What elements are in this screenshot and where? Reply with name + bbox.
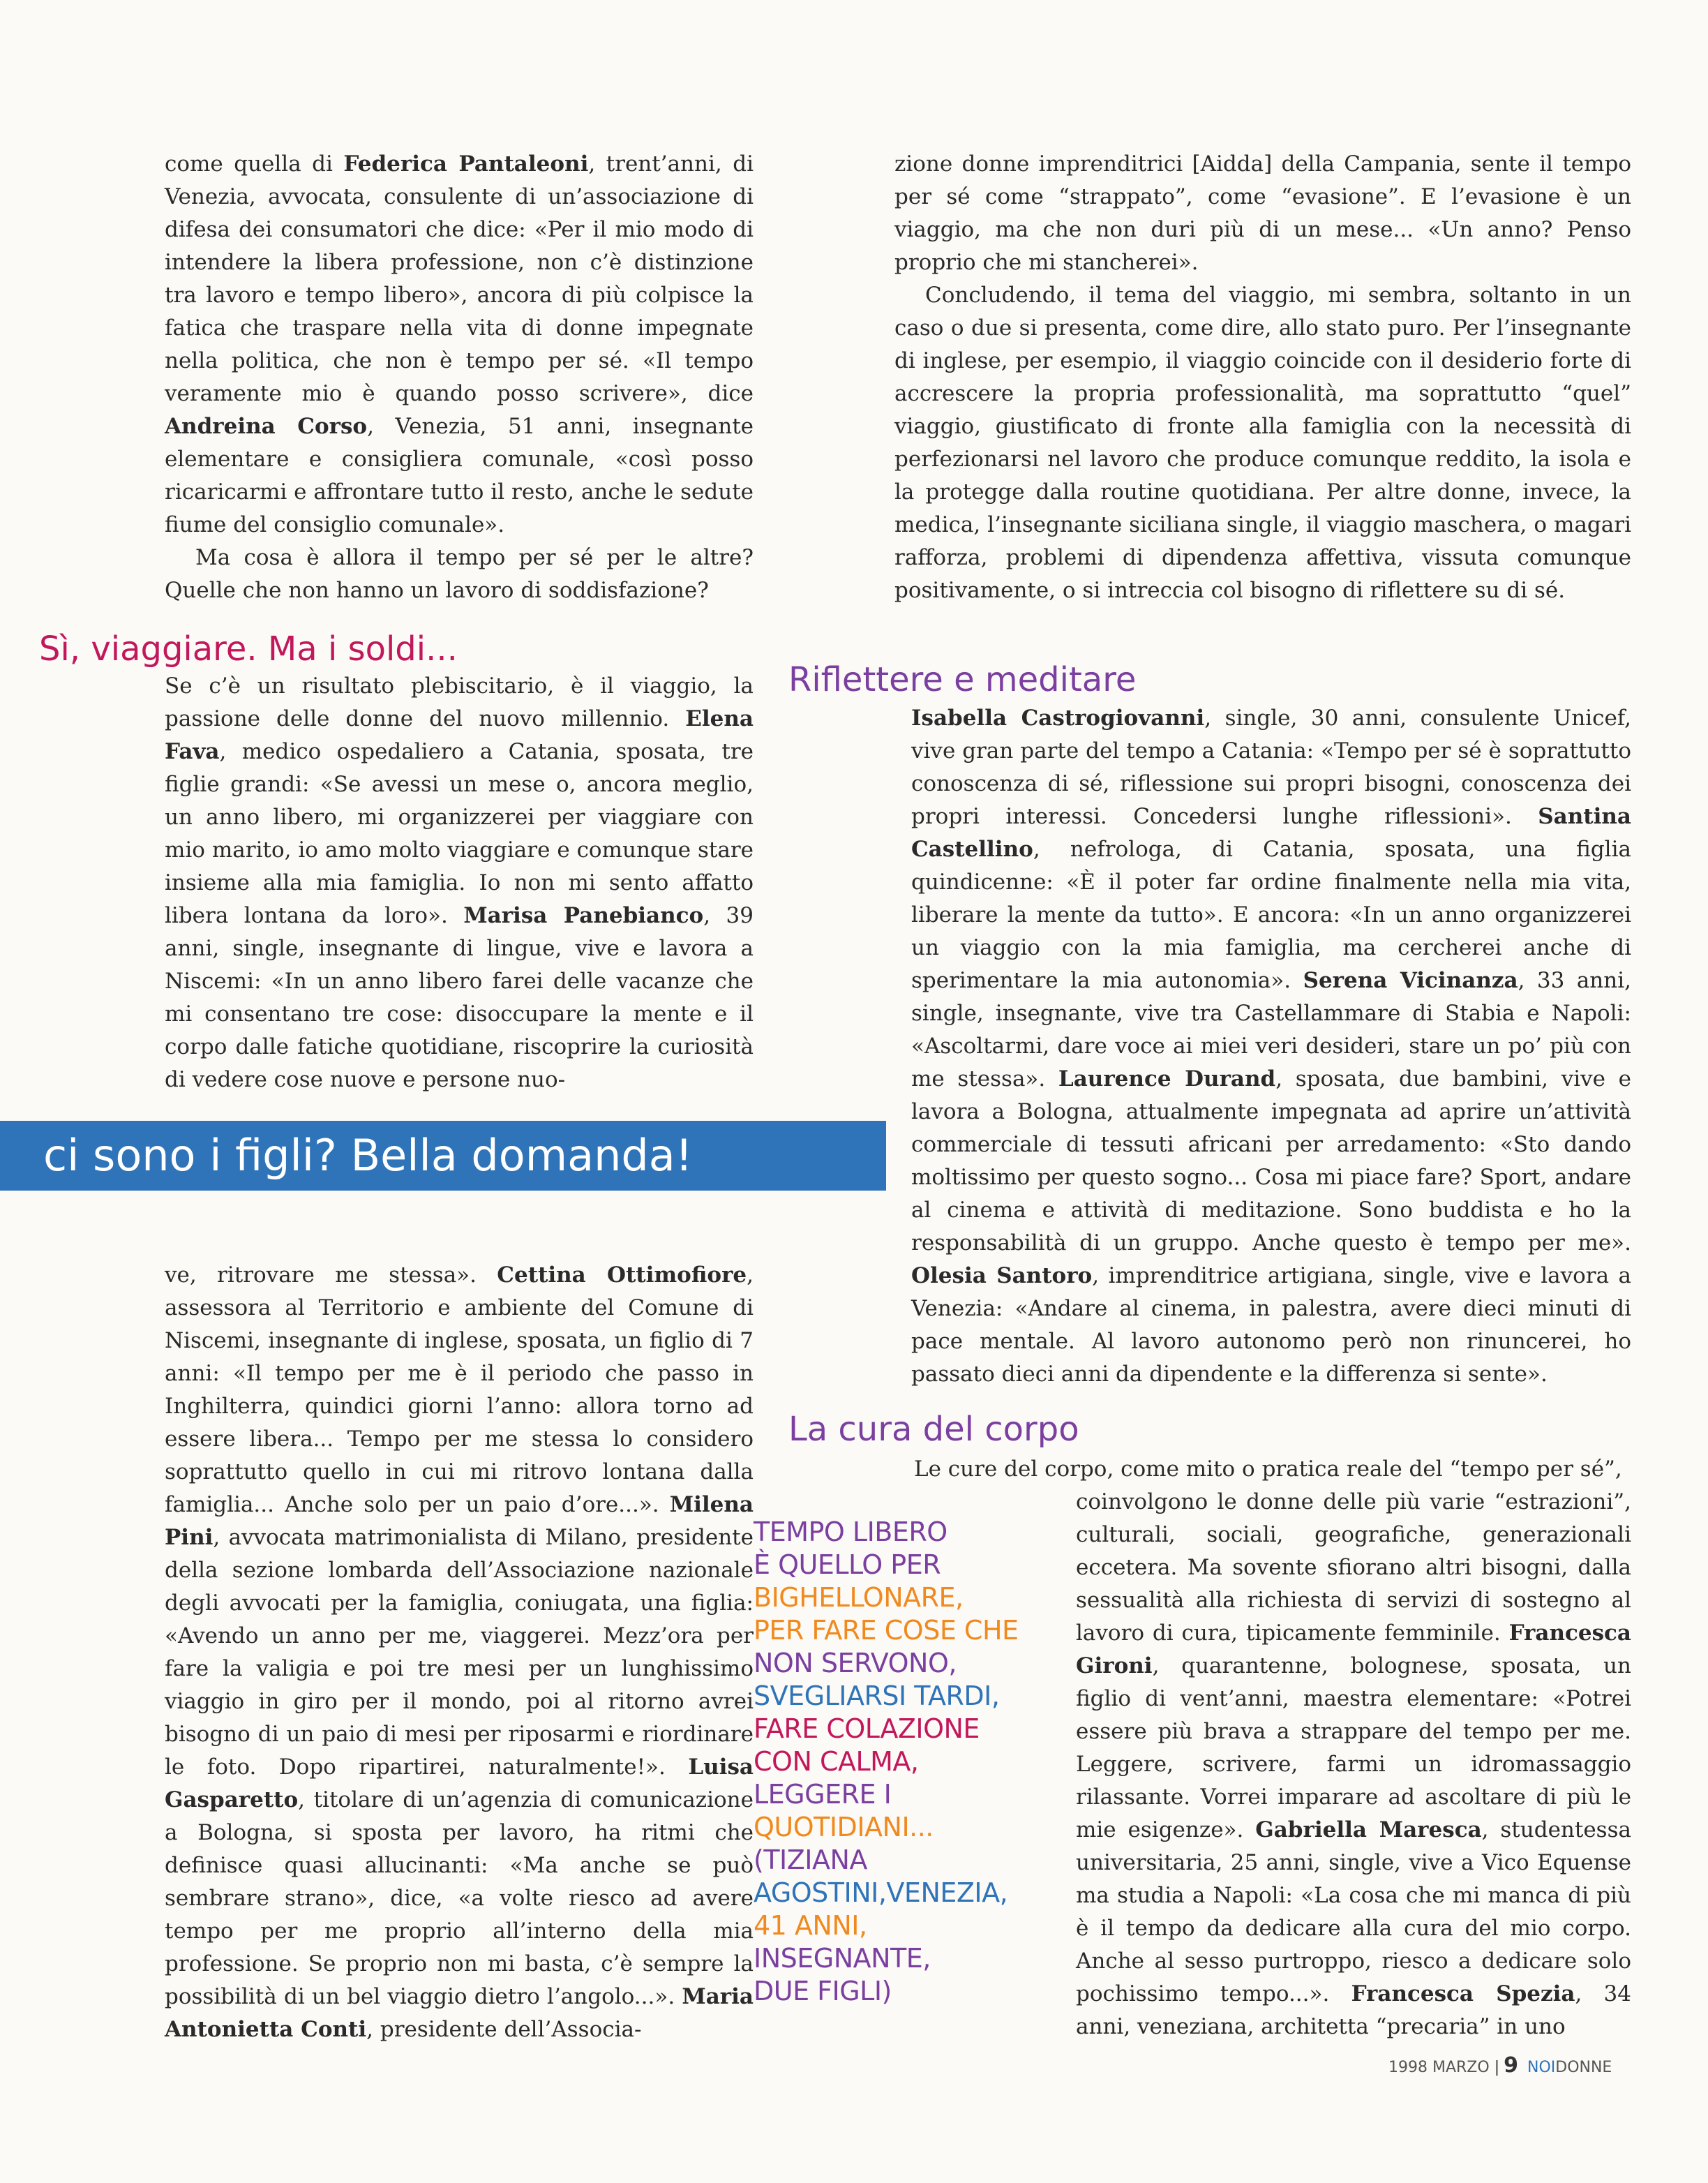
right-column-lead xyxy=(914,1453,1631,1486)
paragraph: Ma cosa è allora il tempo per sé per le altre? Quelle che non hanno un lavoro di soddisfazione? xyxy=(165,545,754,603)
right-column-middle xyxy=(911,702,1631,1391)
right-column-top xyxy=(894,148,1631,607)
section-heading-riflettere: Riflettere e meditare xyxy=(788,660,1137,699)
pull-quote xyxy=(754,1516,1061,2008)
pull-quote-line: PER FARE COSE CHE xyxy=(754,1615,1019,1646)
section-heading-viaggiare: Sì, viaggiare. Ma i soldi... xyxy=(39,629,458,669)
pull-quote-line: NON SERVONO, xyxy=(754,1648,957,1678)
paragraph: Isabella Castrogiovanni, single, 30 anni, consulente Unicef, vive gran parte del tempo a Catania: «Tempo per sé è soprattutto conoscenza di sé, riflessione sui propri bisogni, conoscenza dei propri interessi. Concedersi lunghe riflessioni». Santina Castellino, nefrologa, di Catania, sposata, una figlia quindicenne: «È il poter far ordine finalmente nella mia vita, liberare la mente da tutto». E ancora: «In un anno organizzerei un viaggio con la mia famiglia, ma cercherei anche di sperimentare la mia autonomia». Serena Vicinanza, 33 anni, single, insegnante, vive tra Castellammare di Stabia e Napoli: «Ascoltarmi, dare voce ai miei veri desideri, stare un po’ più con me stessa». Laurence Durand, sposata, due bambini, vive e lavora a Bologna, attualmente impegnata ad aprire un’attività commerciale di tessuti africani per arredamento: «Sto dando moltissimo per questo sogno... Cosa mi piace fare? Sport, andare al cinema e attività di meditazione. Sono buddista e ho la responsabilità di un gruppo. Anche questo è tempo per me». Olesia Santoro, imprenditrice artigiana, single, vive e lavora a Venezia: «Andare al cinema, in palestra, avere dieci minuti di pace mentale. Al lavoro autonomo però non rinuncerei, ho passato dieci anni da dipendente e la differenza si sente». xyxy=(911,706,1632,1387)
pull-quote-line: TEMPO LIBERO xyxy=(754,1517,947,1547)
paragraph: Concludendo, il tema del viaggio, mi sembra, soltanto in un caso o due si presenta, come dire, allo stato puro. Per l’insegnante di inglese, per esempio, il viaggio coincide con il desiderio forte di accrescere la propria professionalità, ma soprattutto “quel” viaggio, giustificato di fronte alla famiglia con la necessità di perfezionarsi nel lavoro che produce comunque reddito, la isola e la protegge dalla routine quotidiana. Per altre donne, invece, la medica, l’insegnante siciliana single, il viaggio maschera, o magari rafforza, problemi di dipendenza affettiva, vissuta comunque positivamente, o si intreccia col bisogno di riflettere su di sé. xyxy=(894,283,1631,603)
paragraph: zione donne imprenditrici [Aidda] della Campania, sente il tempo per sé come “strappato”, come “evasione”. E l’evasione è un viaggio, ma che non duri più di un mese... «Un anno? Penso proprio che mi stancherei». xyxy=(894,151,1631,275)
paragraph: Se c’è un risultato plebiscitario, è il viaggio, la passione delle donne del nuovo millennio. Elena Fava, medico ospedaliero a Catania, sposata, tre figlie grandi: «Se avessi un mese o, ancora meglio, un anno libero, mi organizzerei per viaggiare con mio marito, io amo molto viaggiare e comunque stare insieme alla mia famiglia. Io non mi sento affatto libera lontana da loro». Marisa Panebianco, 39 anni, single, insegnante di lingue, vive e lavora a Niscemi: «In un anno libero farei delle vacanze che mi consentano tre cose: disoccupare la mente e il corpo dalle fatiche quotidiane, riscoprire la curiosità di vedere cose nuove e persone nuo- xyxy=(165,673,754,1092)
pull-quote-line: SVEGLIARSI TARDI, xyxy=(754,1681,1000,1711)
right-column-bottom xyxy=(1076,1486,1631,2043)
pull-quote-line: (TIZIANA xyxy=(754,1845,867,1875)
paragraph: Le cure del corpo, come mito o pratica reale del “tempo per sé”, xyxy=(914,1456,1622,1482)
pull-quote-line: AGOSTINI,VENEZIA, xyxy=(754,1877,1008,1908)
issue-date: 1998 MARZO xyxy=(1388,2059,1490,2076)
pull-quote-line: LEGGERE I xyxy=(754,1779,892,1810)
pull-quote-line: 41 ANNI, xyxy=(754,1910,867,1941)
page-number: 9 xyxy=(1504,2053,1518,2078)
paragraph: coinvolgono le donne delle più varie “estrazioni”, culturali, sociali, geografiche, generazionali eccetera. Ma sovente sfiorano altri bisogni, dalla sessualità alla richiesta di servizi di sostegno al lavoro di cura, tipicamente femminile. Francesca Gironi, quarantenne, bolognese, sposata, un figlio di vent’anni, maestra elementare: «Potrei essere più brava a strappare del tempo per me. Leggere, scrivere, farmi un idromassaggio rilassante. Vorrei imparare ad ascoltare di più le mie esigenze». Gabriella Maresca, studentessa universitaria, 25 anni, single, vive a Vico Equense ma studia a Napoli: «La cosa che mi manca di più è il tempo da dedicare alla cura del mio corpo. Anche al sesso purtroppo, riesco a dedicare solo pochissimo tempo...». Francesca Spezia, 34 anni, veneziana, architetta “precaria” in uno xyxy=(1076,1489,1631,2039)
paragraph: ve, ritrovare me stessa». Cettina Ottimofiore, assessora al Territorio e ambiente del Comune di Niscemi, insegnante di inglese, sposata, un figlio di 7 anni: «Il tempo per me è il periodo che passo in Inghilterra, quindici giorni l’anno: allora torno ad essere libera... Tempo per me stessa lo considero soprattutto quello in cui mi ritrovo lontana dalla famiglia... Anche solo per un paio d’ore...». Milena Pini, avvocata matrimonialista di Milano, presidente della sezione lombarda dell’Associazione nazionale degli avvocati per la famiglia, coniugata, una figlia: «Avendo un anno per me, viaggerei. Mezz’ora per fare la valigia e poi tre mesi per un lunghissimo viaggio in giro per il mondo, poi al ritorno avrei bisogno di un paio di mesi per riposarmi e riordinare le foto. Dopo ripartirei, naturalmente!». Luisa Gasparetto, titolare di un’agenzia di comunicazione a Bologna, si sposta per lavoro, ha ritmi che definisce quasi allucinanti: «Ma anche se può sembrare strano», dice, «a volte riesco ad avere tempo per me proprio all’interno della mia professione. Se proprio non mi basta, c’è sempre la possibilità di un bel viaggio dietro l’angolo...». Maria Antonietta Conti, presidente dell’Associa- xyxy=(165,1262,754,2042)
left-column-bottom xyxy=(165,1259,754,2046)
pull-quote-line: È QUELLO PER xyxy=(754,1549,941,1580)
pull-quote-line: BIGHELLONARE, xyxy=(754,1582,964,1613)
paragraph: come quella di Federica Pantaleoni, trent’anni, di Venezia, avvocata, consulente di un’associazione di difesa dei consumatori che dice: «Per il mio modo di intendere la libera professione, non c’è distinzione tra lavoro e tempo libero», ancora di più colpisce la fatica che traspare nella vita di donne impegnate nella politica, che non è tempo per sé. «Il tempo veramente mio è quando posso scrivere», dice Andreina Corso, Venezia, 51 anni, insegnante elementare e consigliera comunale, «così posso ricaricarmi e affrontare tutto il resto, anche le sedute fiume del consiglio comunale». xyxy=(165,151,754,537)
pull-quote-line: FARE COLAZIONE xyxy=(754,1713,980,1744)
pull-quote-line: INSEGNANTE, xyxy=(754,1943,931,1974)
section-heading-cura: La cura del corpo xyxy=(788,1410,1079,1449)
left-column-middle xyxy=(165,670,754,1096)
magazine-name: NOIDONNE xyxy=(1527,2059,1612,2076)
left-column-top xyxy=(165,148,754,607)
page-footer: 1998 MARZO | 9 NOIDONNE xyxy=(1388,2053,1612,2078)
pull-quote-line: QUOTIDIANI... xyxy=(754,1812,934,1842)
headline-band: ci sono i figli? Bella domanda! xyxy=(0,1121,886,1191)
pull-quote-line: CON CALMA, xyxy=(754,1746,919,1777)
pull-quote-line: DUE FIGLI) xyxy=(754,1976,892,2006)
